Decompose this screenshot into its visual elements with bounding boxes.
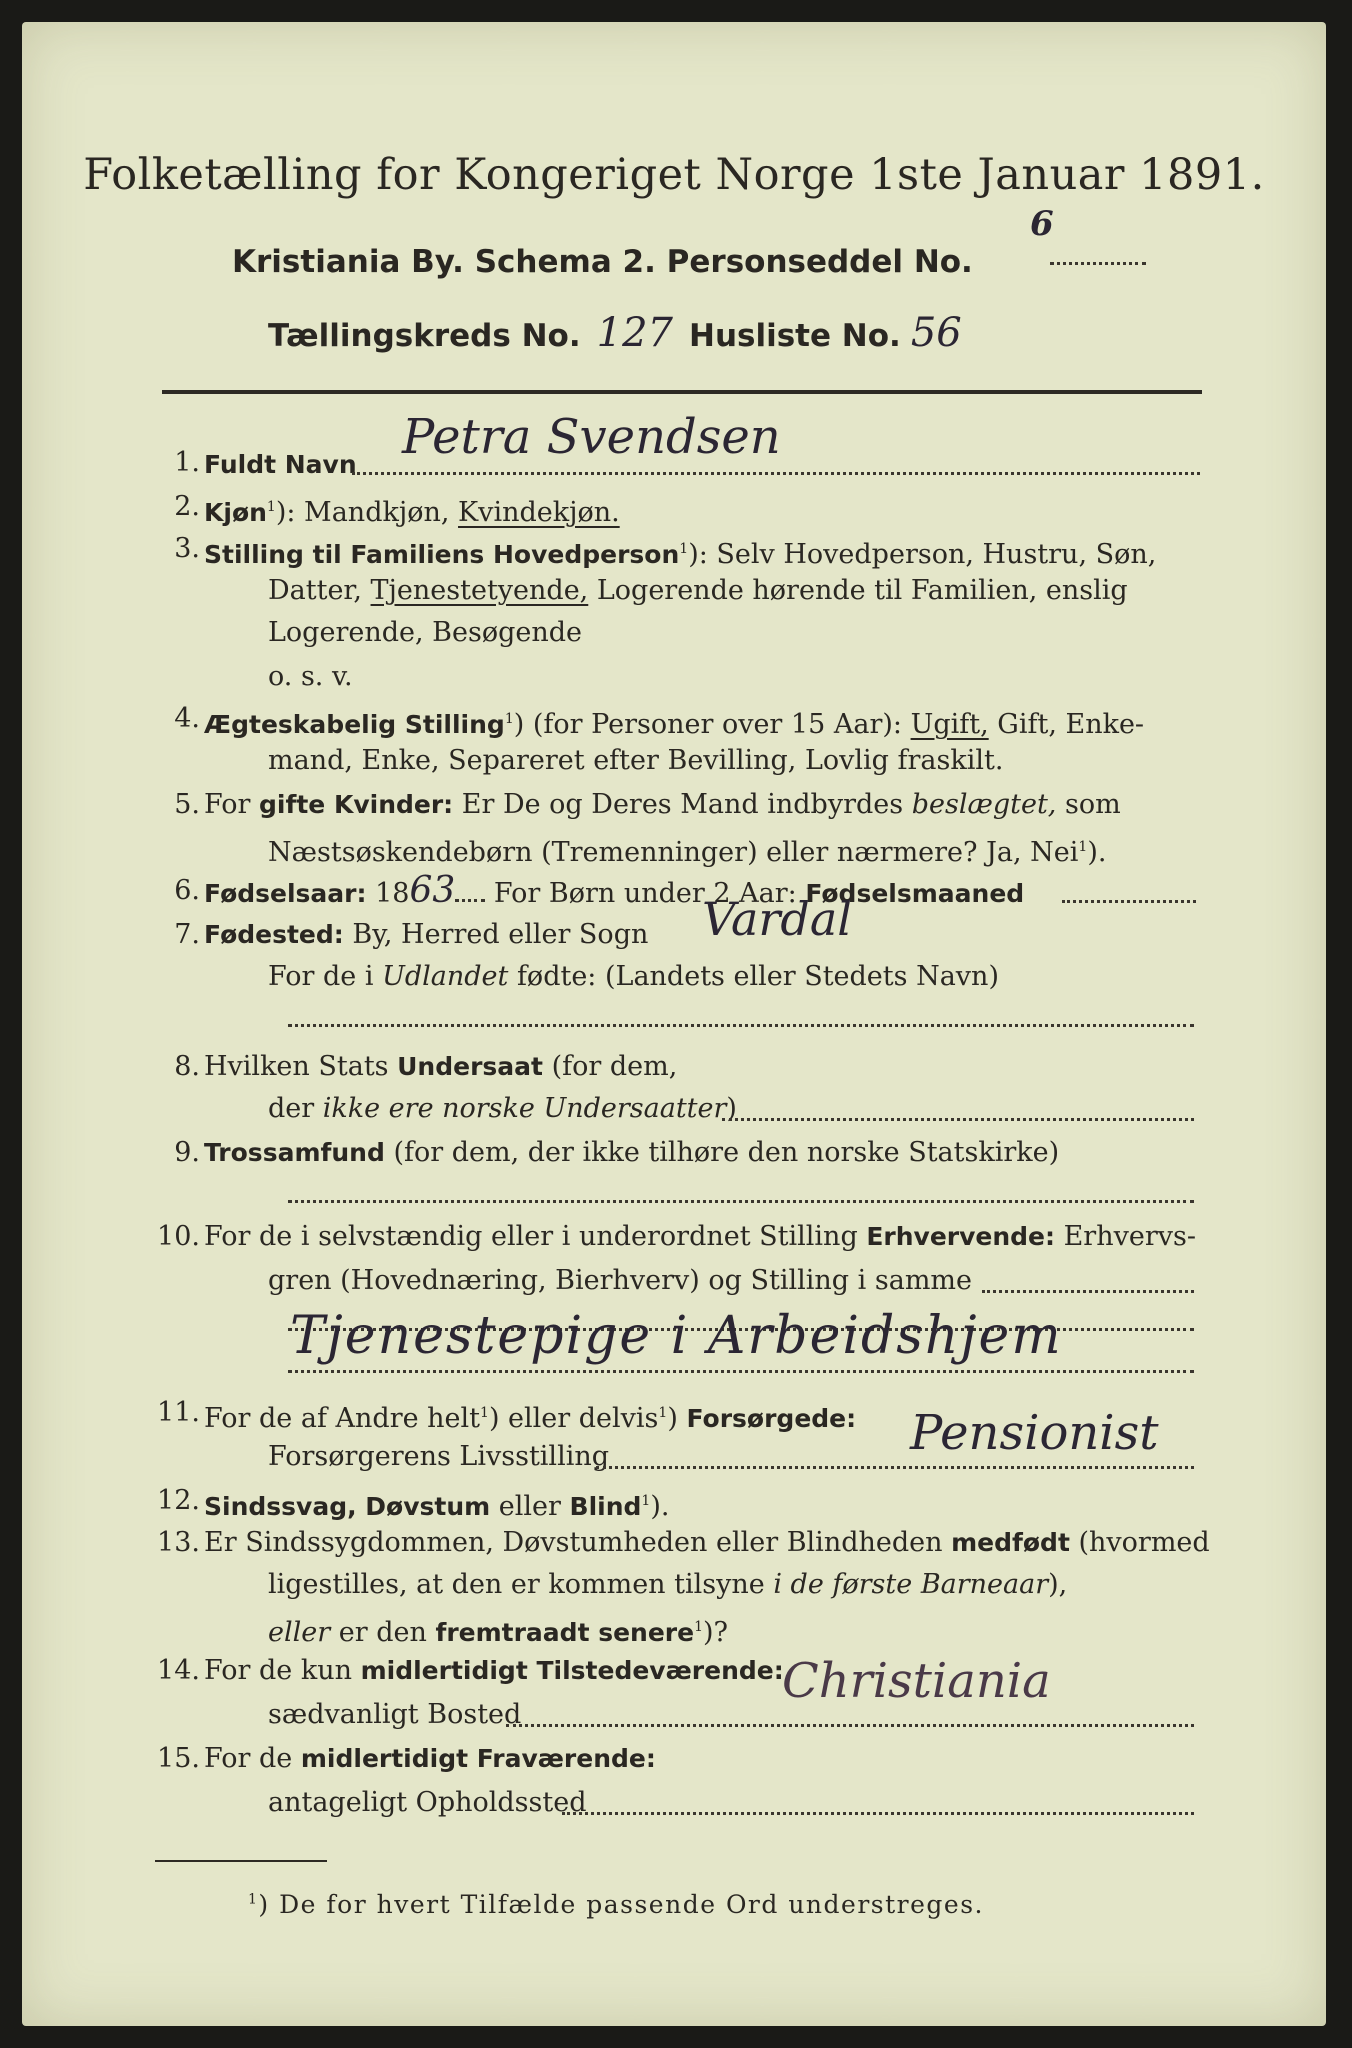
personseddel-no: 6 (1030, 204, 1054, 244)
ugift-underlined: Ugift, (910, 709, 989, 740)
header-rule (162, 390, 1202, 394)
form-subtitle (232, 204, 1054, 280)
census-form: Folketælling for Kongeriget Norge 1ste Januar 1891. Kristiania By. Schema 2. Personseddel No. 6 Tællingskreds No. 127 Husliste No. 56 1. Fuldt Navn Petra Svendsen 2. Kjøn$^1$): Mandkjøn, Kvindekjøn. 3. Stilling til Familiens Hovedperson$^1$): Selv Hovedperson, Hustru, Søn, Datter, Tjenestetyende, Logerende hørende til Familien, enslig Logerende, Besøgende o. s. v. 4. Ægteskabelig Stilling$^1$) (for Personer over 15 Aar): Ugift, Gift, Enke- mand, Enke, Separeret efter Bevilling, Lovlig fraskilt. 5. For gifte Kvinder: Er De og Deres Mand indbyrdes beslægtet, som Næstsøskendebørn (Tremenninger) eller nærmere? Ja, Nei$^1$). 6. Fødselsaar: 1863 For Børn under 2 Aar: Fødselsmaaned 7. Fødested: By, Herred eller Sogn Vardal For de i Udlandet fødte: (Landets eller Stedets Navn) 8. Hvilken Stats Undersaat (for dem, der ikke ere norske Undersaatter) 9. Trossamfund (for dem, der ikke tilhøre den norske Statskirke) 10. For de i selvstændig eller i underordnet Stilling Erhvervende: Erhvervs- gren (Hovednæring, Bierhverv) og Stilling i samme Tjenestepige i Arbeidshjem 11. For de af Andre helt$^1$) eller delvis$^1$) Forsørgede: Forsørgerens Livsstilling Pensionist 12. Sindssvag, Døvstum eller Blind$^1$). 13. Er Sindssygdommen, Døvstumheden eller Blindheden medfødt (hvormed ligestilles, at den er kommen tilsyne i de første Barneaar), eller er den fremtraadt senere$^1$)? 14. For de kun midlertidigt Tilstedeværende: sædvanligt Bosted Christiania 15. For de midlertidigt Fraværende: antageligt Opholdssted $^1$) De for hvert Tilfælde passende Ord understreges. (22, 22, 1326, 2026)
occupation-value: Tjenestepige i Arbeidshjem (290, 1306, 1063, 1366)
footnote: $^1$) De for hvert Tilfælde passende Ord understreges. (248, 1890, 984, 1919)
tjenestetyende-underlined: Tjenestetyende, (370, 575, 589, 606)
kvindekjøn-underlined: Kvindekjøn. (458, 497, 620, 528)
tællingskreds-label: Tællingskreds No. (268, 318, 581, 354)
husliste-label: Husliste No. (689, 318, 901, 354)
form-title: Folketælling for Kongeriget Norge 1ste Januar 1891. (83, 150, 1265, 200)
schema-line: Kristiania By. Schema 2. Personseddel No. (232, 244, 973, 280)
tællingskreds-no: 127 (596, 310, 673, 356)
birthplace-value: Vardal (702, 892, 852, 946)
provider-value: Pensionist (910, 1405, 1159, 1461)
full-name-value: Petra Svendsen (402, 409, 781, 465)
footnote-rule (155, 1860, 327, 1862)
usual-residence-value: Christiania (782, 1653, 1051, 1709)
field-1-label: Fuldt Navn (204, 450, 357, 479)
birth-year-value: 63 (409, 870, 456, 911)
husliste-no: 56 (910, 310, 962, 356)
personseddel-dots (1050, 262, 1146, 265)
district-line (268, 310, 962, 356)
